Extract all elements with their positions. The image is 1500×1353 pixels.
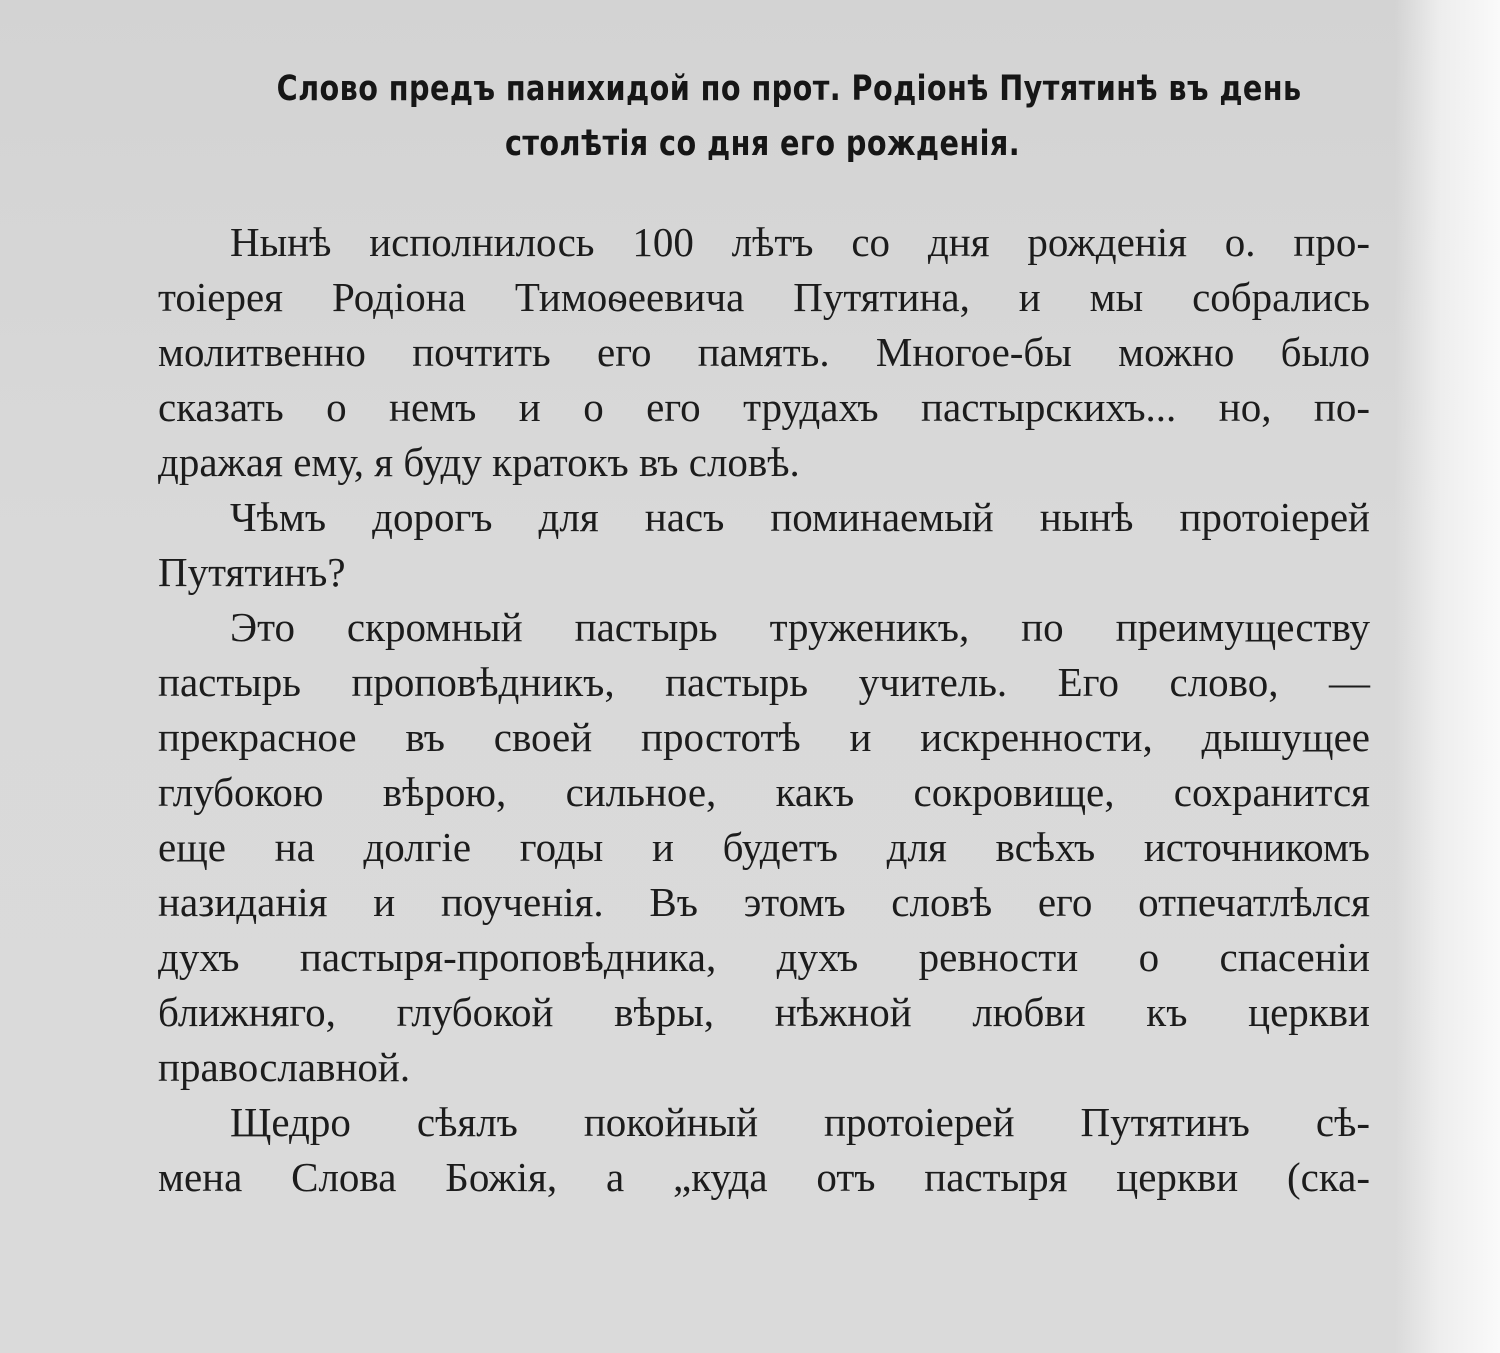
paragraph-2	[158, 490, 1370, 600]
text-line: Нынѣ исполнилось 100 лѣтъ со дня рожденія о. про-	[230, 219, 1370, 265]
text-line: Это скромный пастырь труженикъ, по преимуществу	[230, 604, 1370, 650]
text-line: сказать о немъ и о его трудахъ пастырскихъ... но, по-	[158, 384, 1370, 430]
text-line: ближняго, глубокой вѣры, нѣжной любви къ церкви	[158, 989, 1370, 1035]
text-line: Путятинъ?	[158, 549, 346, 595]
sermon-body	[158, 215, 1370, 1205]
title-line-1: Слово предъ панихидой по прот. Родіонѣ Путятинѣ въ день	[276, 69, 1302, 109]
paragraph-1	[158, 215, 1370, 490]
text-line: тоіерея Родіона Тимоѳеевича Путятина, и мы собрались	[158, 274, 1370, 320]
sermon-title	[276, 62, 1302, 172]
title-line-2: столѣтія со дня его рожденія.	[504, 124, 1021, 164]
text-line: пастырь проповѣдникъ, пастырь учитель. Его слово, —	[158, 659, 1370, 705]
text-line: православной.	[158, 1044, 411, 1090]
text-line: мена Слова Божія, а „куда отъ пастыря церкви (ска-	[158, 1154, 1370, 1200]
paragraph-3	[158, 600, 1370, 1095]
text-line: молитвенно почтить его память. Многое-бы можно было	[158, 329, 1370, 375]
paragraph-4	[158, 1095, 1370, 1205]
text-line: назиданія и поученія. Въ этомъ словѣ его отпечатлѣлся	[158, 879, 1370, 925]
text-line: Щедро сѣялъ покойный протоіерей Путятинъ сѣ-	[230, 1099, 1370, 1145]
text-line: Чѣмъ дорогъ для насъ поминаемый нынѣ протоіерей	[230, 494, 1370, 540]
text-line: еще на долгіе годы и будетъ для всѣхъ источникомъ	[158, 824, 1370, 870]
text-line: глубокою вѣрою, сильное, какъ сокровище, сохранится	[158, 769, 1370, 815]
text-line: дражая ему, я буду кратокъ въ словѣ.	[158, 439, 800, 485]
text-line: духъ пастыря-проповѣдника, духъ ревности о спасеніи	[158, 934, 1370, 980]
text-line: прекрасное въ своей простотѣ и искренности, дышущее	[158, 714, 1370, 760]
